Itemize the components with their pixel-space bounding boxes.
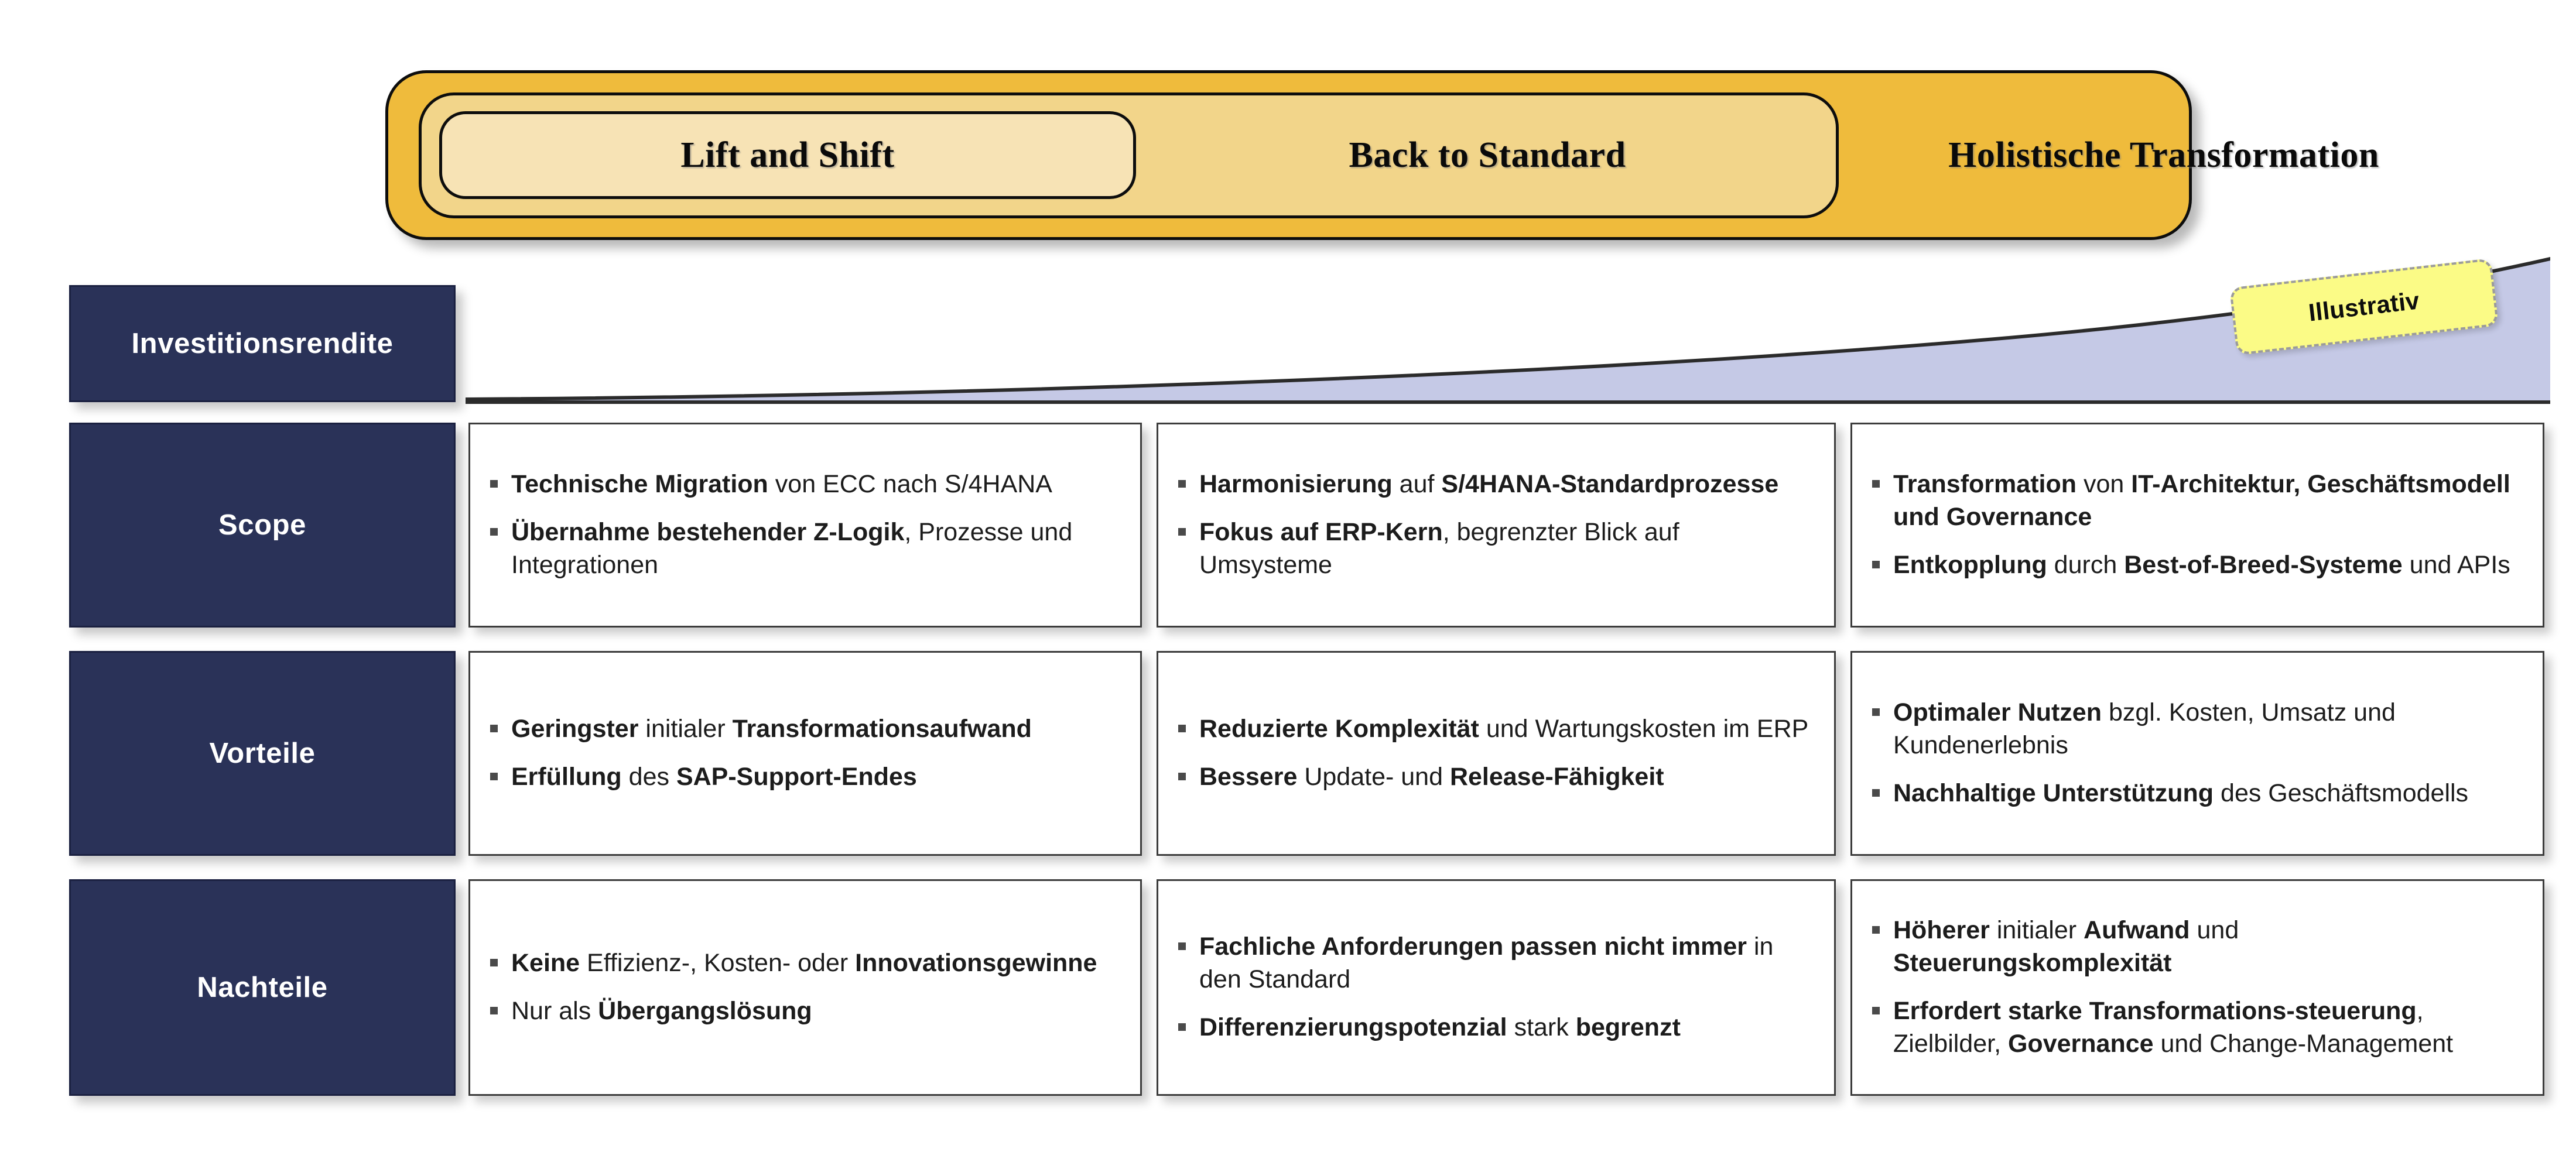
bullet-text: und <box>2190 916 2239 945</box>
maturity-stage-label: Holistische Transformation <box>1948 135 2379 175</box>
maturity-stage-lift-and-shift[interactable] <box>439 111 1136 199</box>
bullet-list <box>1176 931 1814 1044</box>
sidebar-item-label: Scope <box>218 509 307 541</box>
bullet-item <box>488 947 1120 980</box>
bullet-text-emphasis: Entkopplung <box>1893 550 2047 579</box>
bullet-item <box>488 761 1120 794</box>
bullet-text-emphasis: Aufwand <box>2084 916 2190 945</box>
bullet-text-emphasis: Erfordert starke Transformations-steuerung <box>1893 997 2417 1025</box>
bullet-list <box>488 468 1120 582</box>
bullet-text-emphasis: Steuerungskomplexität <box>1893 949 2172 978</box>
bullet-text-emphasis: Nachhaltige Unterstützung <box>1893 779 2214 807</box>
bullet-list <box>1176 468 1814 582</box>
matrix-cell-vorteile-lift-and-shift[interactable] <box>468 651 1142 856</box>
matrix-cell-scope-lift-and-shift[interactable] <box>468 423 1142 628</box>
bullet-text-emphasis: Fokus auf ERP-Kern <box>1199 518 1443 547</box>
bullet-item <box>488 468 1120 501</box>
bullet-text: und APIs <box>2402 550 2510 579</box>
bullet-text-emphasis: Transformationsaufwand <box>732 715 1032 743</box>
sidebar-item-investitionsrendite[interactable] <box>69 285 456 402</box>
sidebar-item-vorteile[interactable] <box>69 651 456 856</box>
maturity-stage-label: Lift and Shift <box>680 135 895 175</box>
bullet-text-emphasis: Harmonisierung <box>1199 470 1393 499</box>
bullet-text: initialer <box>638 715 733 743</box>
bullet-item <box>488 713 1120 746</box>
bullet-item <box>1176 713 1814 746</box>
bullet-text: , begrenzter Blick auf Umsysteme <box>1199 518 1679 579</box>
bullet-text: initialer <box>1989 916 2084 945</box>
bullet-text: und Change-Management <box>2153 1029 2454 1058</box>
bullet-text: stark <box>1507 1013 1576 1041</box>
bullet-text: von <box>2076 470 2132 499</box>
bullet-item <box>1176 761 1814 794</box>
bullet-text-emphasis: Transformation <box>1893 470 2076 499</box>
bullet-list <box>1870 697 2523 810</box>
bullet-item <box>1870 549 2523 582</box>
bullet-item <box>1870 995 2523 1061</box>
bullet-text-emphasis: Release-Fähigkeit <box>1449 763 1664 791</box>
bullet-text: Update- und <box>1297 763 1450 791</box>
bullet-text-emphasis: Differenzierungspotenzial <box>1199 1013 1507 1041</box>
matrix-cell-vorteile-back-to-standard[interactable] <box>1157 651 1836 856</box>
bullet-text-emphasis: Übergangslösung <box>598 997 812 1025</box>
bullet-item <box>1870 468 2523 534</box>
sidebar-item-label: Investitionsrendite <box>131 328 394 359</box>
bullet-list <box>1176 713 1814 794</box>
bullet-list <box>1870 914 2523 1061</box>
matrix-cell-nachteile-lift-and-shift[interactable] <box>468 879 1142 1096</box>
bullet-item <box>1870 777 2523 810</box>
bullet-text: , Prozesse und Integrationen <box>511 518 1073 579</box>
bullet-text: von ECC nach S/4HANA <box>768 470 1052 499</box>
bullet-text-emphasis: Bessere <box>1199 763 1298 791</box>
bullet-item <box>488 516 1120 582</box>
bullet-text-emphasis: begrenzt <box>1575 1013 1681 1041</box>
maturity-stage-label: Back to Standard <box>1349 135 1626 175</box>
bullet-list <box>488 947 1120 1028</box>
maturity-stage-back-to-standard[interactable] <box>1168 111 1807 199</box>
bullet-item <box>1176 468 1814 501</box>
matrix-cell-vorteile-holistische-transformation[interactable] <box>1850 651 2544 856</box>
bullet-text: auf <box>1392 470 1442 499</box>
bullet-item <box>488 995 1120 1028</box>
bullet-text-emphasis: Governance <box>2007 1029 2154 1058</box>
maturity-stage-holistische-transformation[interactable] <box>1871 111 2457 199</box>
bullet-text: des <box>621 763 676 791</box>
bullet-text: Nur als <box>511 997 598 1025</box>
bullet-item <box>1870 697 2523 762</box>
bullet-text-emphasis: Technische Migration <box>511 470 768 499</box>
bullet-item <box>1176 516 1814 582</box>
bullet-text: bzgl. Kosten, Umsatz und Kundenerlebnis <box>1893 698 2396 760</box>
matrix-cell-nachteile-holistische-transformation[interactable] <box>1850 879 2544 1096</box>
bullet-item <box>1176 931 1814 996</box>
bullet-text: des Geschäftsmodells <box>2214 779 2469 807</box>
bullet-list <box>488 713 1120 794</box>
bullet-text: und Wartungskosten im ERP <box>1479 715 1809 743</box>
bullet-list <box>1870 468 2523 582</box>
bullet-text-emphasis: SAP-Support-Endes <box>676 763 917 791</box>
bullet-text: in den Standard <box>1199 933 1774 994</box>
bullet-text-emphasis: IT-Architektur, Geschäftsmodell und Governance <box>1893 470 2510 532</box>
matrix-cell-scope-holistische-transformation[interactable] <box>1850 423 2544 628</box>
matrix-cell-nachteile-back-to-standard[interactable] <box>1157 879 1836 1096</box>
bullet-item <box>1176 1012 1814 1044</box>
bullet-text: , Zielbilder, <box>1893 997 2424 1058</box>
illustrativ-badge-label: Illustrativ <box>2307 286 2421 327</box>
bullet-item <box>1870 914 2523 980</box>
bullet-text-emphasis: Optimaler Nutzen <box>1893 698 2102 727</box>
bullet-text: durch <box>2047 550 2125 579</box>
sidebar-item-label: Vorteile <box>209 738 316 769</box>
bullet-text: Effizienz-, Kosten- oder <box>580 949 856 978</box>
sidebar-item-nachteile[interactable] <box>69 879 456 1096</box>
bullet-text-emphasis: Höherer <box>1893 916 1990 945</box>
bullet-text-emphasis: Erfüllung <box>511 763 622 791</box>
sidebar-item-label: Nachteile <box>197 972 328 1003</box>
bullet-text-emphasis: Best-of-Breed-Systeme <box>2124 550 2403 579</box>
bullet-text-emphasis: Reduzierte Komplexität <box>1199 715 1479 743</box>
bullet-text-emphasis: Keine <box>511 949 580 978</box>
bullet-text-emphasis: Übernahme bestehender Z-Logik <box>511 518 905 547</box>
bullet-text-emphasis: Fachliche Anforderungen passen nicht immer <box>1199 933 1747 961</box>
bullet-text-emphasis: S/4HANA-Standardprozesse <box>1441 470 1779 499</box>
sidebar-item-scope[interactable] <box>69 423 456 628</box>
bullet-text-emphasis: Innovationsgewinne <box>855 949 1097 978</box>
matrix-cell-scope-back-to-standard[interactable] <box>1157 423 1836 628</box>
bullet-text-emphasis: Geringster <box>511 715 639 743</box>
